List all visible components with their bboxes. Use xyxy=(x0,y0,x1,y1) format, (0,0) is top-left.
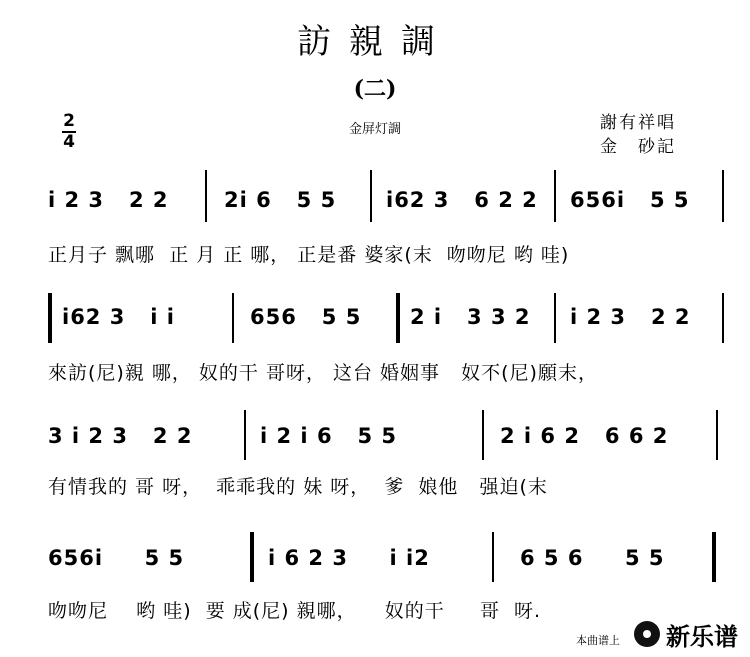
row3-measure2-notes: i 2 i 6 5 5 xyxy=(260,424,398,448)
row1-lyrics: 正月子 飘哪 正 月 正 哪， 正是番 婆家(末 吻吻尼 哟 哇) xyxy=(48,244,570,266)
page-subtitle: (二) xyxy=(353,76,397,102)
row4-barline xyxy=(492,532,494,582)
row1-barline xyxy=(205,170,207,222)
final-barline xyxy=(712,532,716,582)
time-signature-top: 2 xyxy=(63,111,75,131)
row1-measure2-notes: 2i 6 5 5 xyxy=(224,188,337,212)
row2-lyrics: 來訪(尼)親 哪， 奴的干 哥呀， 这台 婚姻事 奴不(尼)願末， xyxy=(48,362,598,384)
logo-text: 新乐谱 xyxy=(666,622,738,651)
repeat-start-barline xyxy=(250,532,254,582)
row1-barline xyxy=(722,170,724,222)
row1-barline xyxy=(370,170,372,222)
repeat-end-barline xyxy=(396,293,400,343)
row1-measure4-notes: 656i 5 5 xyxy=(570,188,690,212)
row1-measure3-notes: i62 3 6 2 2 xyxy=(386,188,538,212)
site-logo[interactable] xyxy=(634,620,738,651)
row3-measure1-notes: 3 i 2 3 2 2 xyxy=(48,424,193,448)
source-note: 本曲谱上 xyxy=(576,634,620,647)
page-title: 訪親調 xyxy=(297,22,453,62)
row3-barline xyxy=(482,410,484,460)
row3-measure3-notes: 2 i 6 2 6 6 2 xyxy=(500,424,669,448)
row3-barline xyxy=(244,410,246,460)
row1-barline xyxy=(554,170,556,222)
row2-measure2-notes: 656 5 5 xyxy=(250,305,362,329)
row4-lyrics: 吻吻尼 哟 哇) 要 成(尼) 親哪， 奴的干 哥 呀. xyxy=(48,600,542,622)
row2-measure3-notes: 2 i 3 3 2 xyxy=(410,305,531,329)
row4-measure2-notes: i 6 2 3 i i2 xyxy=(268,546,430,570)
row3-barline xyxy=(716,410,718,460)
row3-lyrics: 有情我的 哥 呀， 乖乖我的 妹 呀， 爹 娘他 强迫(末 xyxy=(48,476,548,498)
row2-barline xyxy=(554,293,556,343)
tune-origin: 金屏灯調 xyxy=(348,122,401,137)
row4-measure3-notes: 6 5 6 5 5 xyxy=(520,546,665,570)
row2-barline xyxy=(722,293,724,343)
row2-measure4-notes: i 2 3 2 2 xyxy=(570,305,691,329)
time-signature xyxy=(62,112,76,152)
row2-measure1-notes: i62 3 i i xyxy=(62,305,175,329)
row2-barline xyxy=(232,293,234,343)
music-disc-icon xyxy=(634,621,660,647)
row1-measure1-notes: i 2 3 2 2 xyxy=(48,188,169,212)
time-signature-bottom: 4 xyxy=(63,132,75,152)
recorder-credit: 金 砂記 xyxy=(600,137,676,157)
row4-measure1-notes: 656i 5 5 xyxy=(48,546,185,570)
singer-credit: 謝有祥唱 xyxy=(600,113,676,133)
repeat-start-barline xyxy=(48,293,52,343)
